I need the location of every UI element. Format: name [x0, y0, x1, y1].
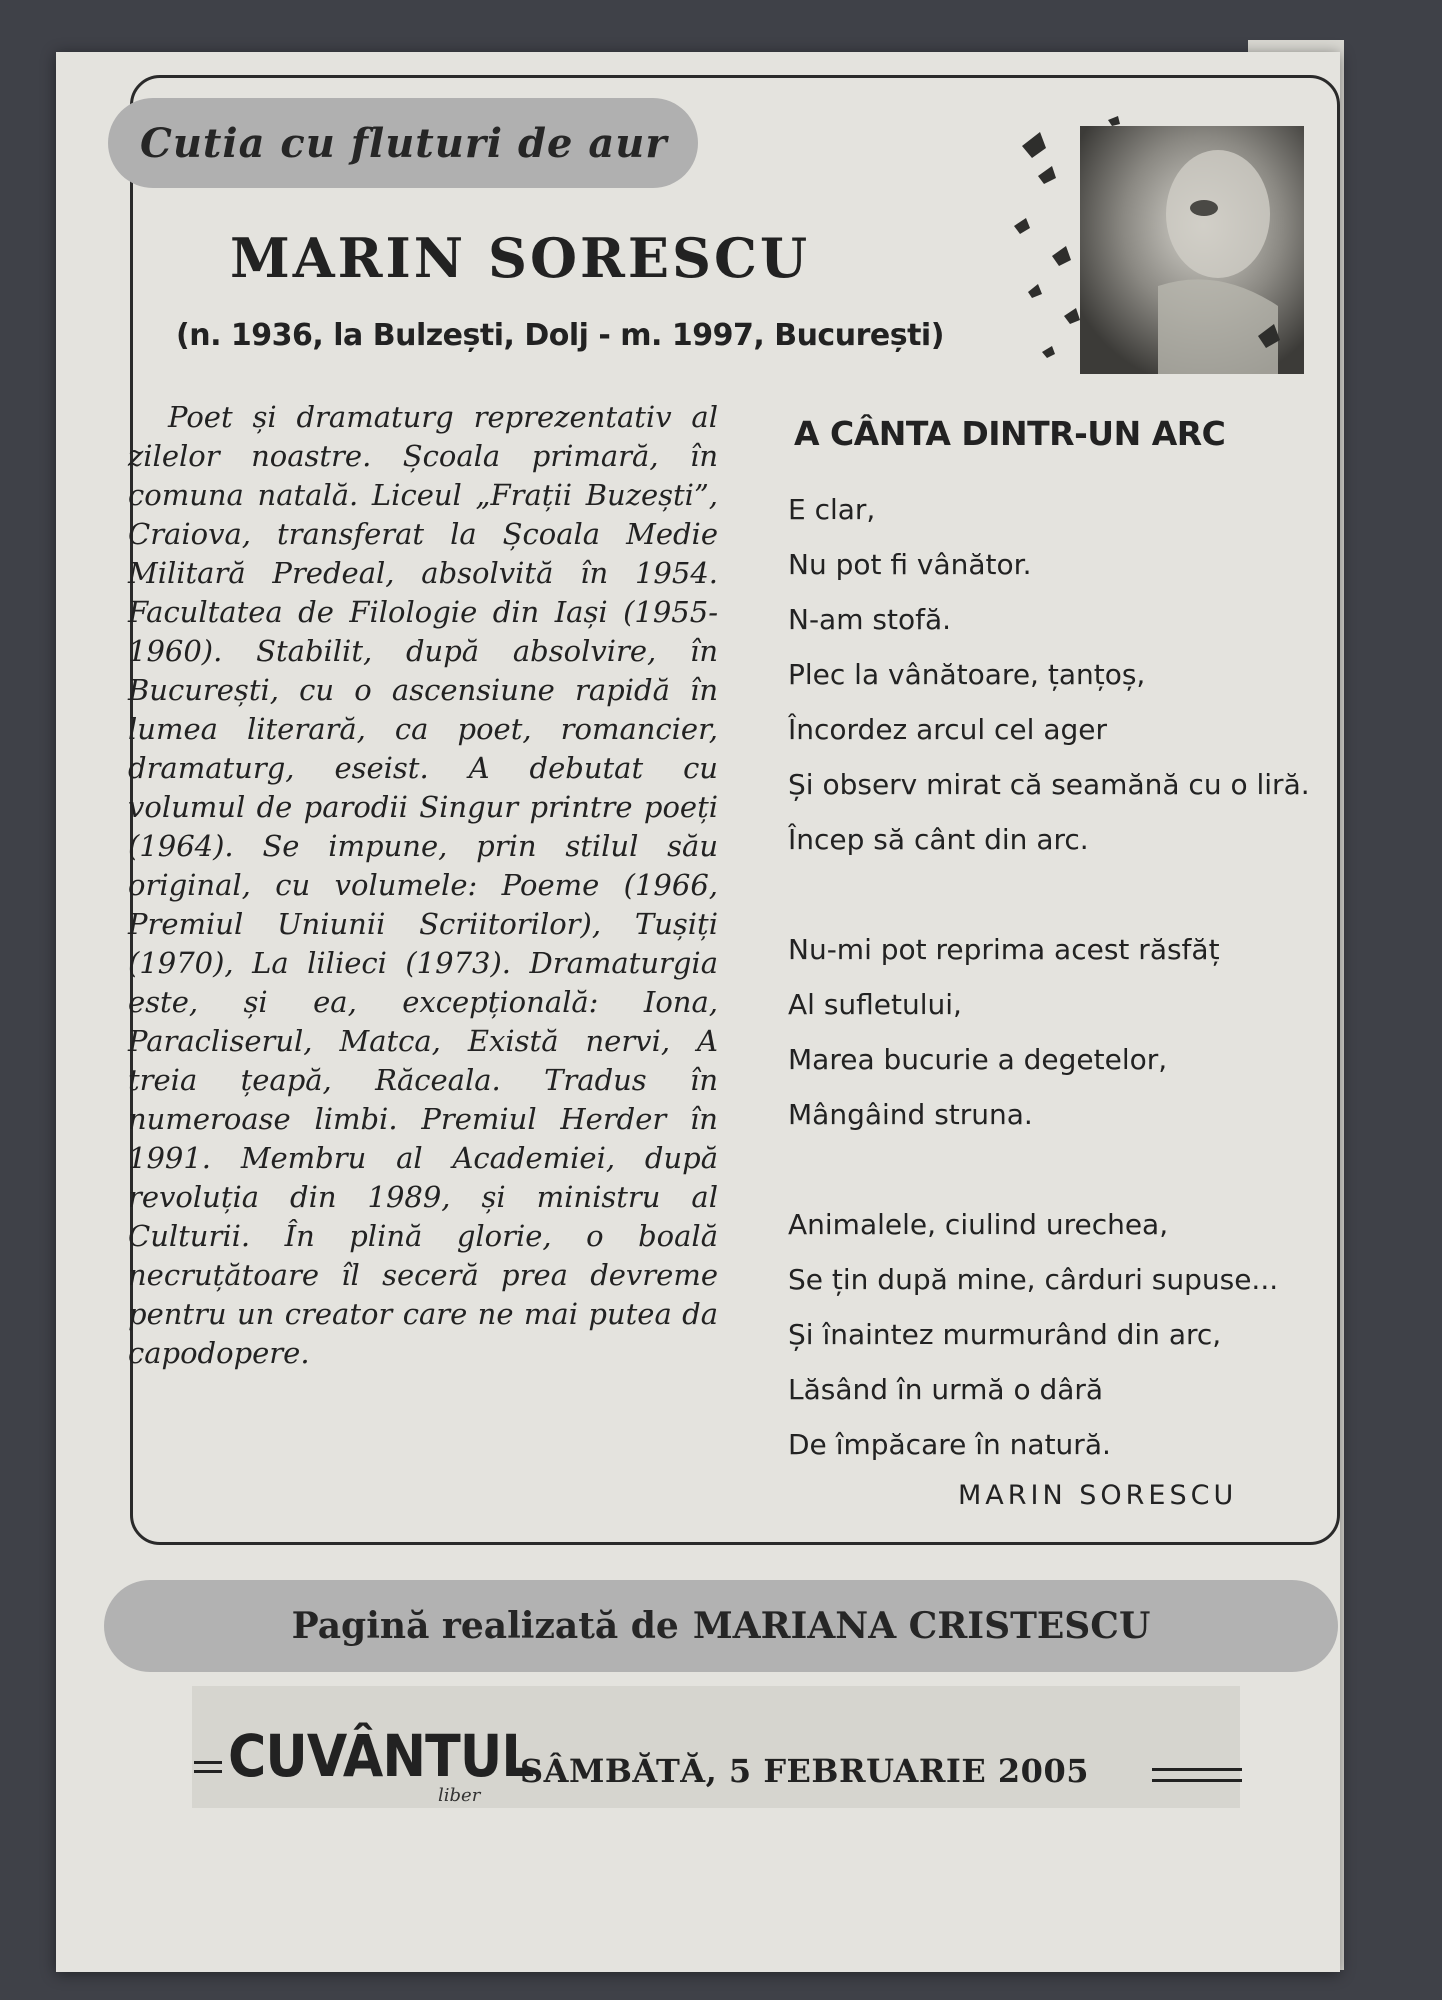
poem-line: Încep să cânt din arc. [788, 823, 1089, 856]
series-title: Cutia cu fluturi de aur [140, 119, 668, 167]
page-credit-banner [104, 1580, 1338, 1672]
poem-body [788, 482, 1328, 1472]
poem-line: Plec la vânătoare, țanțoș, [788, 658, 1146, 691]
poem-line: De împăcare în natură. [788, 1428, 1111, 1461]
author-life-dates: (n. 1936, la Bulzești, Dolj - m. 1997, București) [176, 318, 944, 353]
poem-stanza [788, 482, 1328, 867]
credit-name: MARIANA CRISTESCU [692, 1605, 1151, 1647]
poem-stanza [788, 922, 1328, 1142]
poem-stanza [788, 1197, 1328, 1472]
poem-line: N-am stofă. [788, 603, 951, 636]
author-biography: Poet și dramaturg reprezentativ al zilelor noastre. Școala primară, în comuna natală. Liceul „Frații Buzești”, Craiova, transferat la Școala Medie Militară Predeal, absolvită în 1954. Facultatea de Filologie din Iași (1955-1960). Stabilit, după absolvire, în București, cu o ascensiune rapidă în lumea literară, ca poet, romancier, dramaturg, eseist. A debutat cu volumul de parodii Singur printre poeți (1964). Se impune, prin stilul său original, cu volumele: Poeme (1966, Premiul Uniunii Scriitorilor), Tușiți (1970), La lilieci (1973). Dramaturgia este, și ea, excepțională: Iona, Paracliserul, Matca, Există nervi, A treia țeapă, Răceala. Tradus în numeroase limbi. Premiul Herder în 1991. Membru al Academiei, după revoluția din 1989, și ministru al Culturii. În plină glorie, o boală necruțătoare îl seceră prea devreme pentru un creator care ne mai putea da capodopere. [128, 400, 718, 1370]
credit-prefix: Pagină realizată de [291, 1605, 679, 1647]
poem-line: Nu pot fi vânător. [788, 548, 1032, 581]
series-banner [108, 98, 698, 188]
poem-line: Încordez arcul cel ager [788, 713, 1107, 746]
author-portrait-photo [1008, 116, 1310, 392]
poem-line: E clar, [788, 493, 876, 526]
poem-line: Nu-mi pot reprima acest răsfăț [788, 933, 1220, 966]
newspaper-masthead: CUVÂNTUL [228, 1722, 534, 1790]
poem-title: A CÂNTA DINTR-UN ARC [794, 414, 1226, 453]
poem-line: Al sufletului, [788, 988, 962, 1021]
footer-rule-right [1152, 1768, 1242, 1782]
poem-line: Mângâind struna. [788, 1098, 1033, 1131]
poem-line: Marea bucurie a degetelor, [788, 1043, 1168, 1076]
poem-line: Și înaintez murmurând din arc, [788, 1318, 1222, 1351]
poem-signature: MARIN SORESCU [958, 1480, 1238, 1511]
poem-line: Animalele, ciulind urechea, [788, 1208, 1169, 1241]
author-name: MARIN SORESCU [230, 226, 811, 290]
poem-line: Și observ mirat că seamănă cu o liră. [788, 768, 1310, 801]
newspaper-masthead-sub: liber [438, 1785, 481, 1806]
poem-line: Se țin după mine, cârduri supuse... [788, 1263, 1279, 1296]
poem-line: Lăsând în urmă o dâră [788, 1373, 1104, 1406]
footer-rule-left [194, 1761, 222, 1773]
issue-date: SÂMBĂTĂ, 5 FEBRUARIE 2005 [520, 1752, 1089, 1790]
